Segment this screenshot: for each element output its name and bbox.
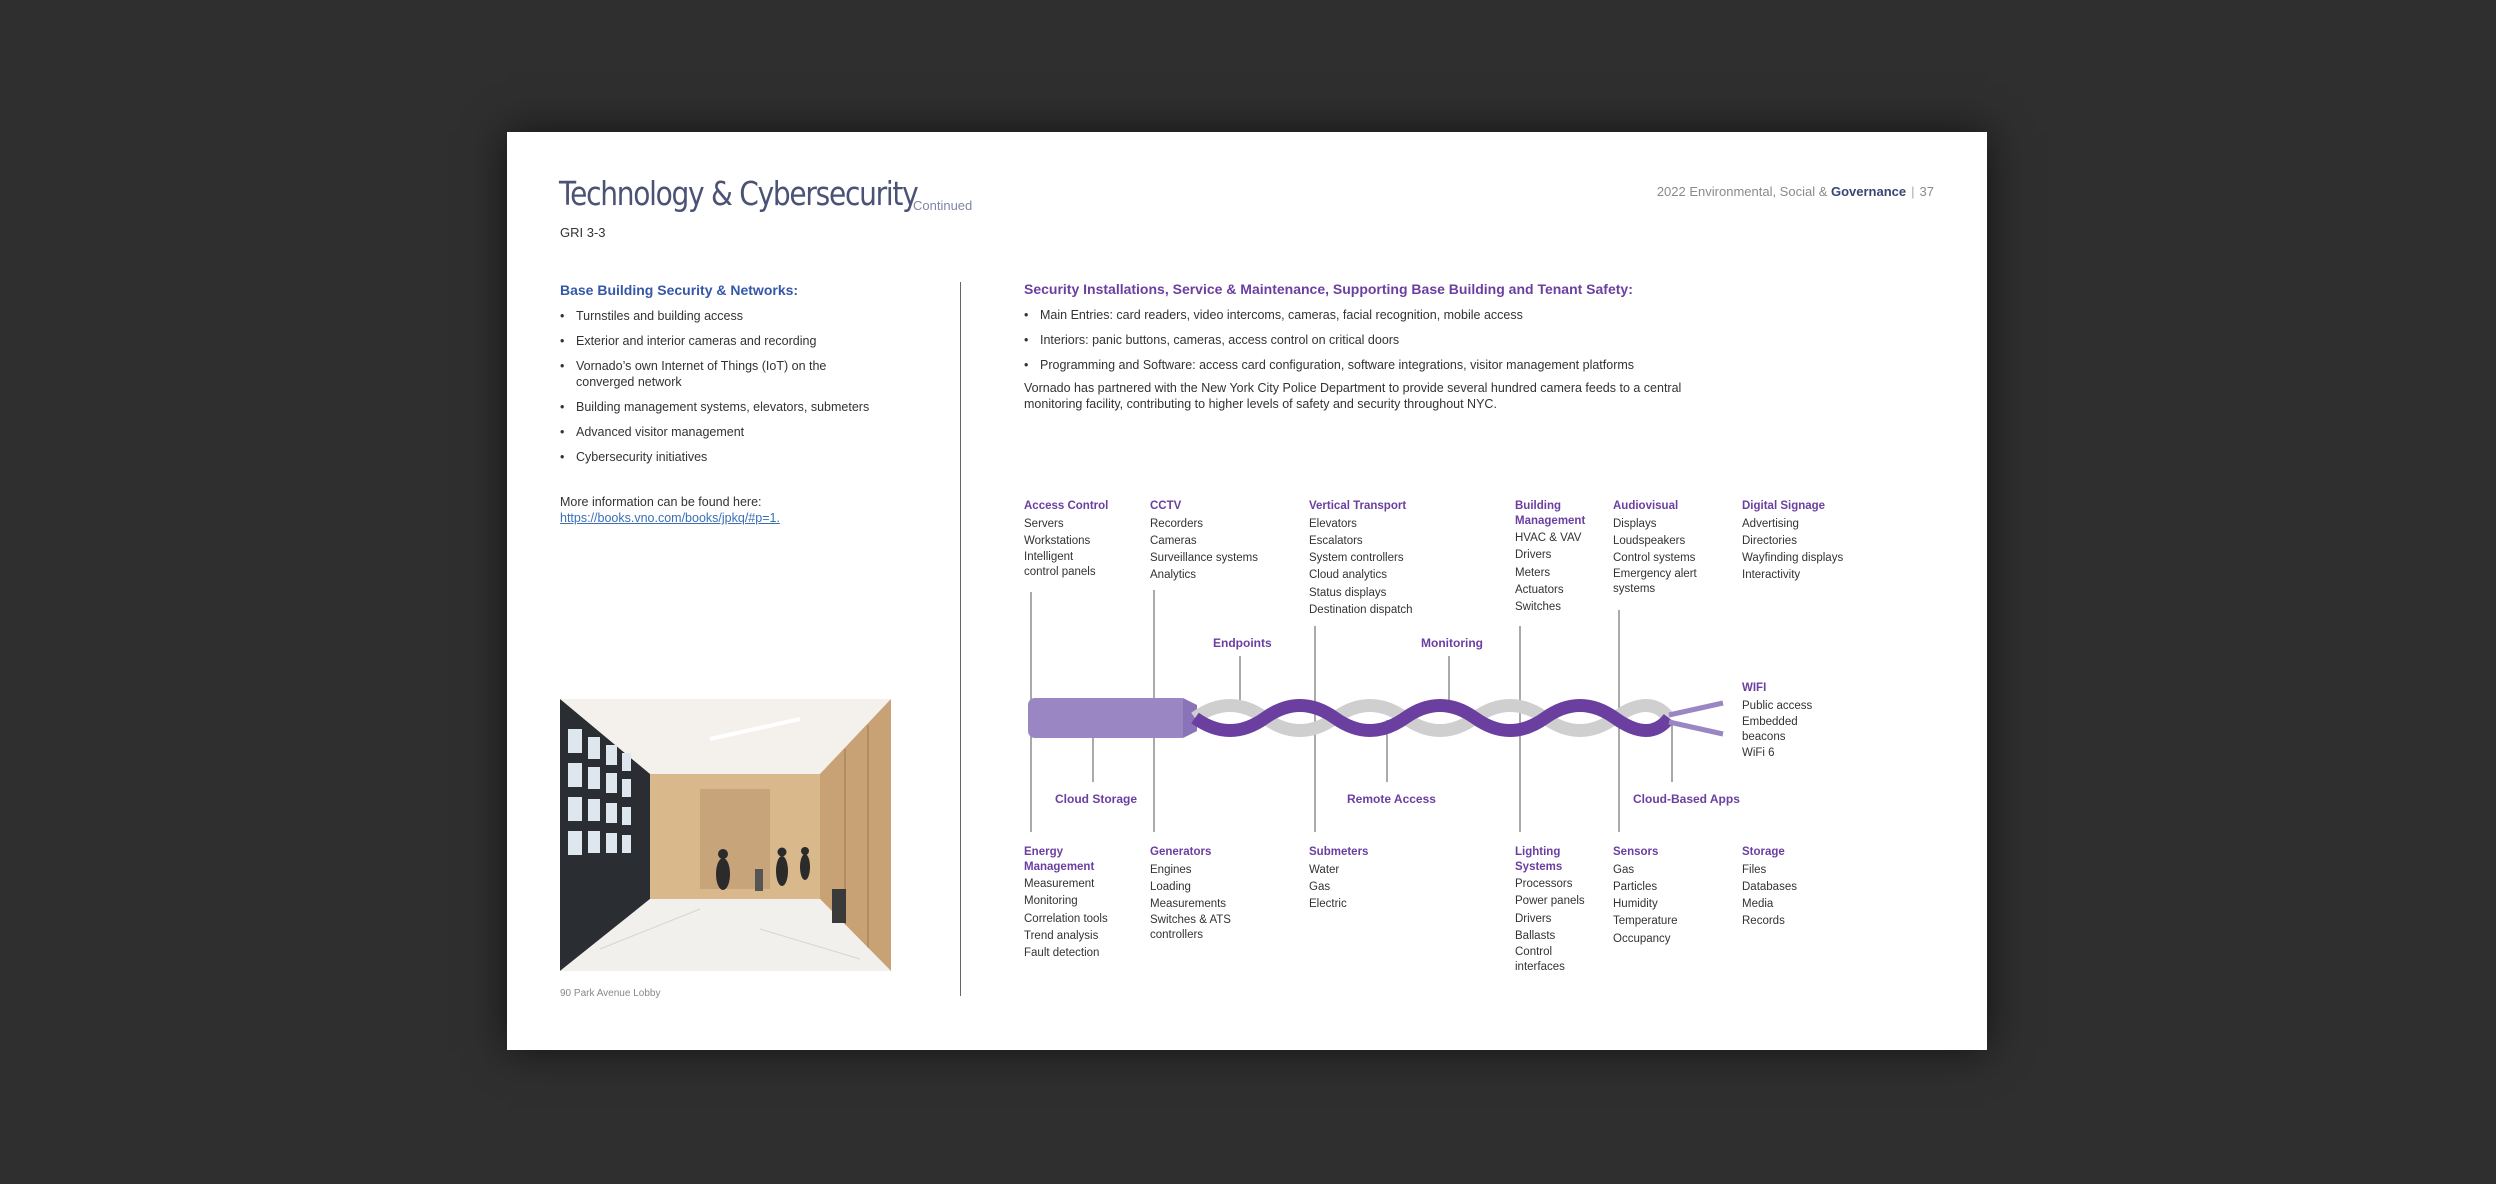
- category-item: beacons: [1742, 730, 1786, 743]
- cable-jacket: [1028, 698, 1188, 738]
- category-access-control: [1024, 499, 1108, 579]
- category-item: Gas: [1309, 880, 1331, 893]
- category-title: Digital Signage: [1742, 500, 1826, 512]
- gri-code: GRI 3-3: [560, 225, 606, 240]
- header-separator: |: [1911, 184, 1915, 199]
- category-item: Intelligent: [1024, 551, 1074, 564]
- category-item: Drivers: [1515, 549, 1552, 562]
- category-title: Management: [1515, 514, 1586, 527]
- category-item: Meters: [1515, 566, 1551, 579]
- category-item: Escalators: [1309, 534, 1363, 547]
- more-info-link[interactable]: https://books.vno.com/books/jpkq/#p=1.: [560, 511, 780, 525]
- right-heading: Security Installations, Service & Maintenance, Supporting Base Building and Tenant Safety:: [1024, 281, 1633, 297]
- category-item: Wayfinding displays: [1742, 552, 1844, 565]
- category-title: Storage: [1742, 846, 1785, 858]
- wire-end-top: [1669, 703, 1723, 715]
- page-number: 37: [1919, 184, 1934, 199]
- report-page: [507, 132, 1987, 1050]
- category-item: Directories: [1742, 534, 1797, 547]
- list-item: • Exterior and interior cameras and recording: [560, 333, 890, 349]
- category-item: Switches & ATS: [1150, 914, 1231, 927]
- category-item: control panels: [1024, 565, 1096, 578]
- category-item: Actuators: [1515, 583, 1564, 596]
- category-item: Fault detection: [1024, 947, 1100, 960]
- category-item: Cloud analytics: [1309, 569, 1387, 582]
- category-item: HVAC & VAV: [1515, 532, 1582, 544]
- category-audiovisual: [1613, 499, 1697, 596]
- continued-label: Continued: [913, 198, 973, 213]
- cloud-storage-label: Cloud Storage: [1055, 792, 1138, 806]
- more-info-text: More information can be found here:: [560, 495, 762, 509]
- left-heading: Base Building Security & Networks:: [560, 282, 799, 298]
- category-item: Elevators: [1309, 517, 1357, 530]
- cloud-apps-label: Cloud-Based Apps: [1633, 792, 1740, 806]
- category-item: Embedded: [1742, 715, 1798, 728]
- category-item: Servers: [1024, 517, 1064, 530]
- category-sensors: [1613, 845, 1678, 948]
- category-item: Displays: [1613, 517, 1657, 530]
- category-title: Vertical Transport: [1309, 500, 1407, 512]
- category-title: WIFI: [1742, 682, 1767, 694]
- cable-jacket-end: [1183, 698, 1197, 738]
- category-cctv: [1150, 499, 1258, 585]
- category-title: Systems: [1515, 860, 1563, 873]
- category-title: Access Control: [1024, 500, 1109, 512]
- category-item: Status displays: [1309, 586, 1387, 599]
- category-item: Drivers: [1515, 912, 1552, 925]
- category-item: Electric: [1309, 898, 1347, 911]
- category-item: Processors: [1515, 878, 1573, 890]
- list-item: • Interiors: panic buttons, cameras, access control on critical doors: [1024, 332, 1724, 348]
- category-item: Control: [1515, 946, 1553, 959]
- list-item: • Programming and Software: access card configuration, software integrations, visitor management platforms: [1024, 357, 1724, 373]
- list-item: • Turnstiles and building access: [560, 308, 890, 324]
- nypd-paragraph: Vornado has partnered with the New York City Police Department to provide several hundred camera feeds to a central monitoring facility, contributing to higher levels of safety and security throughout NYC.: [1024, 381, 1682, 411]
- remote-access-label: Remote Access: [1347, 792, 1436, 806]
- category-item: Occupancy: [1613, 932, 1671, 945]
- category-title: Submeters: [1309, 846, 1369, 858]
- report-section: Governance: [1830, 184, 1907, 199]
- category-lighting-systems: [1515, 845, 1585, 975]
- category-item: Measurement: [1024, 878, 1095, 890]
- category-item: Recorders: [1150, 517, 1204, 530]
- photo-caption: 90 Park Avenue Lobby: [560, 988, 661, 999]
- page-title: Technology & Cybersecurity: [559, 174, 918, 213]
- category-item: Cameras: [1150, 534, 1197, 547]
- list-item: • Main Entries: card readers, video intercoms, cameras, facial recognition, mobile access: [1024, 307, 1724, 323]
- category-item: Particles: [1613, 880, 1658, 893]
- category-item: Analytics: [1150, 569, 1197, 582]
- category-item: Correlation tools: [1024, 912, 1108, 925]
- category-item: interfaces: [1515, 961, 1565, 974]
- category-item: Advertising: [1742, 517, 1799, 530]
- category-item: Destination dispatch: [1309, 603, 1413, 616]
- category-item: Workstations: [1024, 534, 1091, 547]
- category-vertical-transport: [1309, 499, 1413, 619]
- list-item: • Vornado’s own Internet of Things (IoT) on the converged network: [560, 358, 836, 390]
- category-item: Trend analysis: [1024, 929, 1099, 942]
- category-item: Public access: [1742, 699, 1813, 712]
- category-item: Monitoring: [1024, 895, 1078, 908]
- category-item: Emergency alert: [1613, 568, 1697, 581]
- category-title: Energy: [1024, 846, 1063, 858]
- monitoring-label: Monitoring: [1421, 636, 1483, 650]
- category-item: WiFi 6: [1742, 746, 1775, 759]
- category-item: Engines: [1150, 863, 1192, 876]
- category-item: Water: [1309, 863, 1340, 876]
- category-item: Ballasts: [1515, 929, 1556, 942]
- category-title: Management: [1024, 860, 1095, 873]
- category-submeters: [1309, 845, 1368, 913]
- category-title: Sensors: [1613, 846, 1659, 858]
- category-wifi: [1742, 681, 1812, 762]
- category-item: Humidity: [1613, 898, 1658, 911]
- category-title: Generators: [1150, 846, 1212, 858]
- category-title: Lighting: [1515, 846, 1561, 858]
- report-prefix: 2022 Environmental, Social &: [1656, 184, 1831, 199]
- category-item: Records: [1742, 915, 1785, 928]
- category-item: Power panels: [1515, 895, 1585, 908]
- category-item: Temperature: [1613, 915, 1678, 928]
- category-item: Loading: [1150, 880, 1191, 893]
- category-energy-management: [1024, 845, 1108, 962]
- category-generators: [1150, 845, 1231, 943]
- category-item: Files: [1742, 863, 1767, 876]
- list-item: • Advanced visitor management: [560, 424, 890, 440]
- category-item: Interactivity: [1742, 569, 1801, 582]
- category-item: System controllers: [1309, 552, 1404, 565]
- list-item: • Building management systems, elevators, submeters: [560, 399, 890, 415]
- category-title: Audiovisual: [1613, 500, 1679, 512]
- category-item: Loudspeakers: [1613, 534, 1686, 547]
- category-storage: [1742, 845, 1797, 931]
- list-item: • Cybersecurity initiatives: [560, 449, 890, 465]
- category-item: Measurements: [1150, 898, 1227, 911]
- category-item: Control systems: [1613, 552, 1696, 565]
- category-item: Switches: [1515, 601, 1562, 614]
- wire-end-bottom: [1669, 722, 1723, 734]
- category-item: Surveillance systems: [1150, 552, 1259, 565]
- category-item: controllers: [1150, 929, 1204, 942]
- category-item: Gas: [1613, 863, 1635, 876]
- category-title: Building: [1515, 500, 1561, 512]
- category-item: Databases: [1742, 880, 1797, 893]
- category-item: Media: [1742, 898, 1774, 911]
- category-title: CCTV: [1150, 500, 1182, 512]
- category-item: systems: [1613, 582, 1656, 595]
- endpoints-label: Endpoints: [1213, 636, 1272, 650]
- category-building-management: [1515, 499, 1585, 616]
- category-digital-signage: [1742, 499, 1843, 585]
